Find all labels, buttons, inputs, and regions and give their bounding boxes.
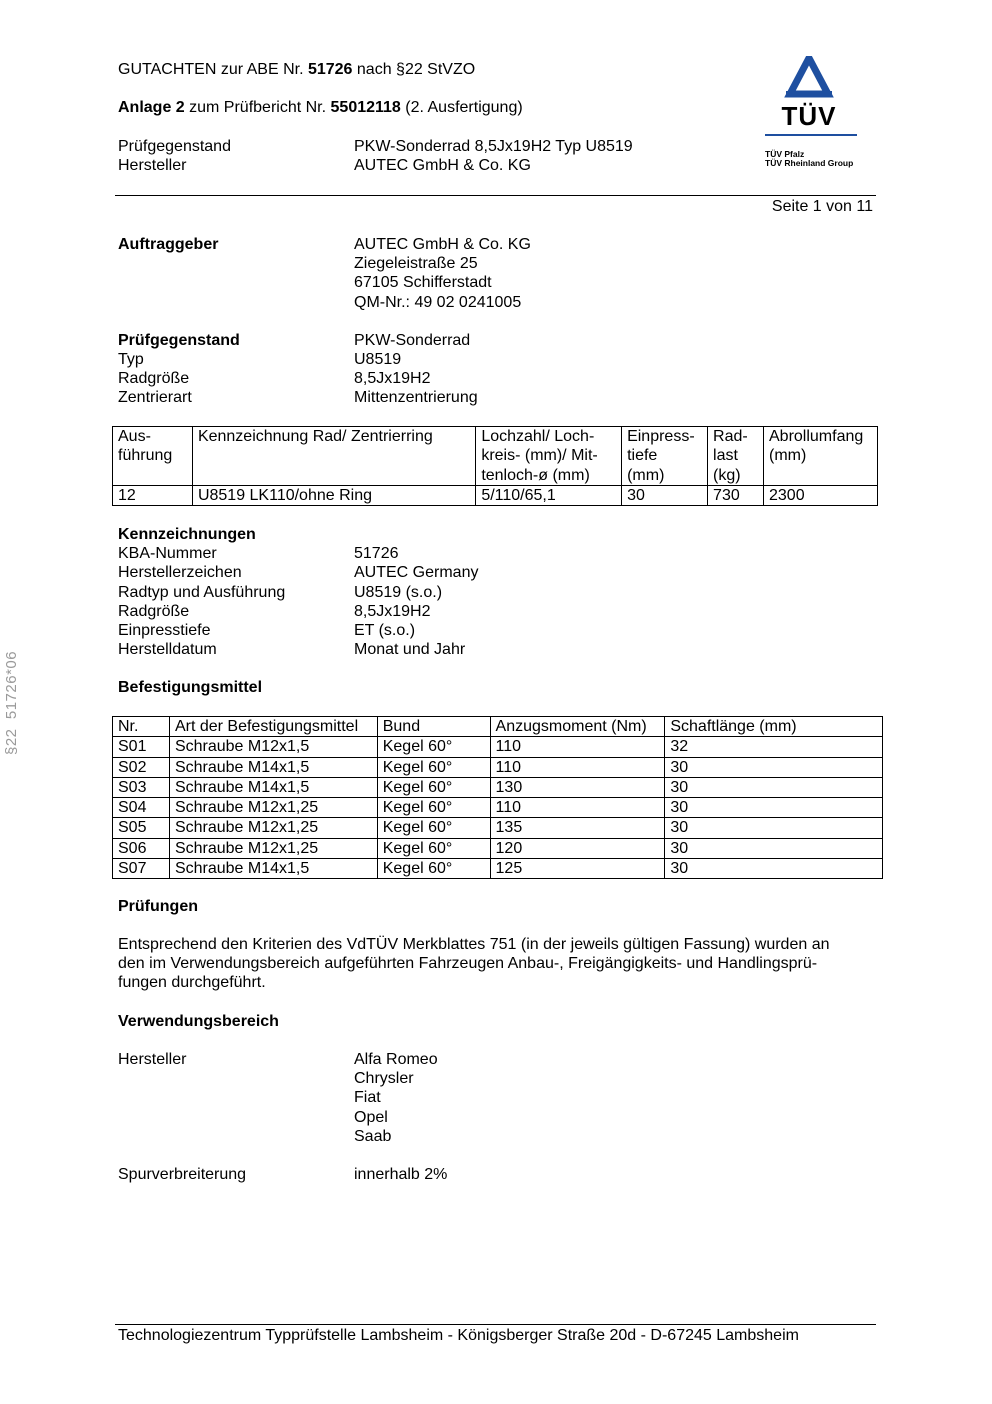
manufacturer-item: Alfa Romeo	[354, 1051, 438, 1068]
kennz-label: KBA-Nummer	[118, 545, 217, 562]
table-cell: S01	[113, 737, 170, 757]
typ-value: U8519	[354, 351, 402, 368]
kennz-value: ET (s.o.)	[354, 622, 416, 639]
header-divider	[115, 195, 876, 196]
befestigung-header-cell: Art der Befestigungsmittel	[169, 717, 377, 737]
table-cell: Schraube M12x1,25	[169, 818, 377, 838]
table-cell: 5/110/65,1	[476, 485, 622, 505]
kennz-label: Radtyp und Ausführung	[118, 584, 286, 601]
befestigung-header-row	[113, 717, 883, 737]
befestigung-header-cell: Bund	[377, 717, 490, 737]
kennz-value: 8,5Jx19H2	[354, 603, 431, 620]
header-line-1	[118, 60, 475, 79]
table-cell: 2300	[764, 485, 878, 505]
befestigung-header-cell: Anzugsmoment (Nm)	[490, 717, 665, 737]
table-cell: Kegel 60°	[377, 818, 490, 838]
verwendungsbereich-title: Verwendungsbereich	[118, 1013, 279, 1030]
table-cell: Schraube M14x1,5	[169, 757, 377, 777]
table-cell: U8519 LK110/ohne Ring	[192, 485, 475, 505]
table-cell: S07	[113, 859, 170, 879]
pruefungen-text-line-2: den im Verwendungsbereich aufgeführten Fahrzeugen Anbau-, Freigängigkeits- und Handlingsprü-	[118, 955, 818, 972]
tuev-logo-line-1: TÜV Pfalz	[765, 149, 805, 159]
kennz-label: Einpresstiefe	[118, 622, 211, 639]
kennz-value: 51726	[354, 545, 399, 562]
table-cell: Kegel 60°	[377, 757, 490, 777]
wheel-table-header-row	[113, 427, 878, 486]
auftraggeber-line-2: Ziegeleistraße 25	[354, 255, 478, 272]
spurverbreiterung-label: Spurverbreiterung	[118, 1166, 247, 1183]
table-cell: S03	[113, 777, 170, 797]
tuev-logo	[762, 56, 862, 174]
table-row	[113, 798, 883, 818]
table-cell: S05	[113, 818, 170, 838]
radgroesse-value: 8,5Jx19H2	[354, 370, 431, 387]
pruefgegenstand-value: PKW-Sonderrad	[354, 332, 471, 349]
wheel-header-cell: Rad- last (kg)	[708, 427, 764, 486]
header-value-pruefgegenstand: PKW-Sonderrad 8,5Jx19H2 Typ U8519	[354, 138, 633, 155]
table-cell: S02	[113, 757, 170, 777]
table-cell: Schraube M14x1,5	[169, 777, 377, 797]
table-cell: 110	[490, 757, 665, 777]
table-cell: Kegel 60°	[377, 859, 490, 879]
table-row	[113, 859, 883, 879]
table-cell: 30	[622, 485, 708, 505]
auftraggeber-line-4: QM-Nr.: 49 02 0241005	[354, 294, 522, 311]
auftraggeber-line-1: AUTEC GmbH & Co. KG	[354, 236, 531, 253]
kennz-label: Herstellerzeichen	[118, 564, 242, 581]
wheel-header-cell: Aus- führung	[113, 427, 193, 486]
pruefungen-text-line-1: Entsprechend den Kriterien des VdTÜV Merkblattes 751 (in der jeweils gültigen Fassung) wurden an	[118, 936, 830, 953]
header-label-hersteller: Hersteller	[118, 157, 187, 174]
verwendung-hersteller-label: Hersteller	[118, 1051, 187, 1068]
table-cell: Kegel 60°	[377, 737, 490, 757]
auftraggeber-line-3: 67105 Schifferstadt	[354, 274, 492, 291]
tuev-logo-rule	[765, 134, 857, 136]
kennz-value: AUTEC Germany	[354, 564, 479, 581]
kennz-value: U8519 (s.o.)	[354, 584, 443, 601]
befestigung-header-cell: Nr.	[113, 717, 170, 737]
table-cell: 110	[490, 798, 665, 818]
table-cell: 30	[665, 838, 883, 858]
spurverbreiterung-value: innerhalb 2%	[354, 1166, 448, 1183]
table-cell: 130	[490, 777, 665, 797]
table-cell: 30	[665, 859, 883, 879]
table-cell: Schraube M14x1,5	[169, 859, 377, 879]
table-cell: S04	[113, 798, 170, 818]
table-cell: Kegel 60°	[377, 798, 490, 818]
befestigung-header-cell: Schaftlänge (mm)	[665, 717, 883, 737]
table-cell: Kegel 60°	[377, 838, 490, 858]
header-label-pruefgegenstand: Prüfgegenstand	[118, 138, 231, 155]
table-row	[113, 818, 883, 838]
kennzeichnungen-title: Kennzeichnungen	[118, 526, 256, 543]
table-row	[113, 838, 883, 858]
header-value-hersteller: AUTEC GmbH & Co. KG	[354, 157, 531, 174]
header-line-2-mid: zum Prüfbericht Nr.	[184, 99, 331, 116]
wheel-table	[112, 426, 878, 506]
table-row	[113, 757, 883, 777]
manufacturer-item: Opel	[354, 1109, 388, 1126]
anlage-label: Anlage 2	[118, 99, 185, 116]
table-cell: 135	[490, 818, 665, 838]
tuev-logo-line-2: TÜV Rheinland Group	[765, 158, 854, 168]
radgroesse-label: Radgröße	[118, 370, 190, 387]
table-row	[113, 485, 878, 505]
wheel-header-cell: Kennzeichnung Rad/ Zentrierring	[192, 427, 475, 486]
table-cell: Schraube M12x1,5	[169, 737, 377, 757]
table-cell: S06	[113, 838, 170, 858]
table-cell: Schraube M12x1,25	[169, 838, 377, 858]
table-cell: Schraube M12x1,25	[169, 798, 377, 818]
header-line-1-prefix: GUTACHTEN zur ABE Nr.	[118, 61, 308, 78]
table-cell: 110	[490, 737, 665, 757]
manufacturer-item: Fiat	[354, 1089, 381, 1106]
footer-address: Technologiezentrum Typprüfstelle Lambsheim - Königsberger Straße 20d - D-67245 Lambsheim	[118, 1327, 799, 1344]
table-row	[113, 737, 883, 757]
table-cell: 125	[490, 859, 665, 879]
table-cell: 120	[490, 838, 665, 858]
table-cell: 30	[665, 757, 883, 777]
befestigung-table	[112, 716, 883, 879]
befestigung-title: Befestigungsmittel	[118, 679, 263, 696]
zentrierart-value: Mittenzentrierung	[354, 389, 478, 406]
typ-label: Typ	[118, 351, 144, 368]
header-line-2	[118, 98, 523, 117]
page-number: Seite 1 von 11	[771, 198, 873, 215]
footer-divider	[115, 1324, 876, 1325]
header-line-1-suffix: nach §22 StVZO	[352, 61, 476, 78]
table-cell: 30	[665, 798, 883, 818]
header-line-2-suffix: (2. Ausfertigung)	[400, 99, 523, 116]
table-cell: 12	[113, 485, 193, 505]
kennz-value: Monat und Jahr	[354, 641, 466, 658]
manufacturer-item: Chrysler	[354, 1070, 414, 1087]
table-cell: 30	[665, 777, 883, 797]
pruefbericht-number: 55012118	[330, 99, 401, 116]
side-stamp-text: §22 51726*06	[3, 650, 20, 755]
manufacturer-item: Saab	[354, 1128, 392, 1145]
kennz-label: Herstelldatum	[118, 641, 217, 658]
table-cell: 32	[665, 737, 883, 757]
table-cell: 730	[708, 485, 764, 505]
wheel-header-cell: Abrollumfang (mm)	[764, 427, 878, 486]
table-cell: Kegel 60°	[377, 777, 490, 797]
table-cell: 30	[665, 818, 883, 838]
pruefungen-title: Prüfungen	[118, 898, 198, 915]
wheel-header-cell: Einpress- tiefe (mm)	[622, 427, 708, 486]
wheel-header-cell: Lochzahl/ Loch- kreis- (mm)/ Mit- tenloch-ø (mm)	[476, 427, 622, 486]
pruefgegenstand-title: Prüfgegenstand	[118, 332, 240, 349]
zentrierart-label: Zentrierart	[118, 389, 192, 406]
auftraggeber-label: Auftraggeber	[118, 236, 219, 253]
tuev-logo-text: TÜV	[781, 101, 837, 131]
kennz-label: Radgröße	[118, 603, 190, 620]
table-row	[113, 777, 883, 797]
pruefungen-text-line-3: fungen durchgeführt.	[118, 974, 266, 991]
abe-number: 51726	[307, 61, 353, 78]
